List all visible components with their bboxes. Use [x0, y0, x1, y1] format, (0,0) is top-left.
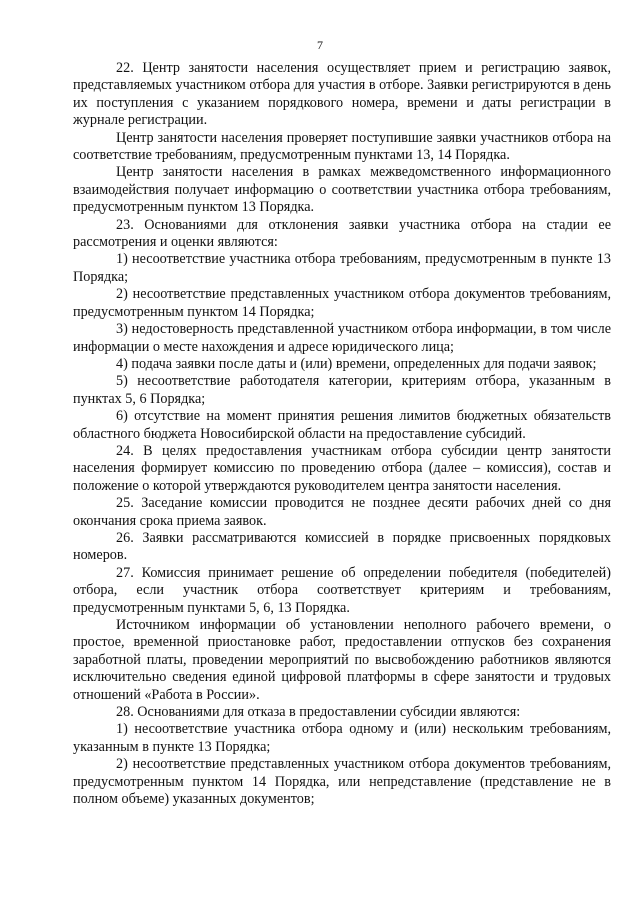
list-item-23-2: 2) несоответствие представленных участником отбора документов требованиям, предусмотренным пунктом 14 Порядка; [73, 286, 611, 320]
document-body [73, 60, 611, 808]
paragraph-23-rejection-grounds: 23. Основаниями для отклонения заявки участника отбора на стадии ее рассмотрения и оценки являются: [73, 216, 611, 251]
paragraph-check-requirements: Центр занятости населения проверяет поступившие заявки участников отбора на соответствие требованиям, предусмотренным пунктами 13, 14 Порядка. [73, 129, 611, 164]
paragraph-27-decision: 27. Комиссия принимает решение об определении победителя (победителей) отбора, если участник отбора соответствует критериям и требованиям, предусмотренным пунктами 5, 6, 13 Порядка. [73, 564, 611, 616]
page-number: 7 [317, 38, 323, 52]
paragraph-22-intake: 22. Центр занятости населения осуществляет прием и регистрацию заявок, представляемых участником отбора для участия в отборе. Заявки регистрируются в день их поступления с указанием порядкового номера, времени и даты регистрации в журнале регистрации. [73, 60, 611, 129]
list-item-28-1: 1) несоответствие участника отбора одному и (или) нескольким требованиям, указанным в пункте 13 Порядка; [73, 721, 611, 755]
paragraph-interagency-info: Центр занятости населения в рамках межведомственного информационного взаимодействия получает информацию о соответствии участника отбора требованиям, предусмотренным пунктом 13 Порядка. [73, 164, 611, 216]
list-item-28-2: 2) несоответствие представленных участником отбора документов требованиям, предусмотренным пунктом 14 Порядка, или непредставление (представление не в полном объеме) указанных документов; [73, 756, 611, 808]
paragraph-24-commission: 24. В целях предоставления участникам отбора субсидии центр занятости населения формирует комиссию по проведению отбора (далее – комиссия), состав и положение о которой утверждаются руководителем центра занятости населения. [73, 442, 611, 494]
list-item-23-5: 5) несоответствие работодателя категории, критериям отбора, указанным в пунктах 5, 6 Порядка; [73, 373, 611, 407]
paragraph-28-refusal-grounds: 28. Основаниями для отказа в предоставлении субсидии являются: [116, 704, 521, 721]
list-item-23-6: 6) отсутствие на момент принятия решения лимитов бюджетных обязательств областного бюджета Новосибирской области на предоставление субсидий. [73, 408, 611, 442]
paragraph-25-meeting: 25. Заседание комиссии проводится не позднее десяти рабочих дней со дня окончания срока приема заявок. [73, 495, 611, 529]
paragraph-26-review-order: 26. Заявки рассматриваются комиссией в порядке присвоенных порядковых номеров. [73, 529, 611, 564]
paragraph-info-source: Источником информации об установлении неполного рабочего времени, о простое, временной приостановке работ, предоставлении отпусков без сохранения заработной платы, проведении мероприятий по высвобождению работников являются исключительно сведения единой цифровой платформы в сфере занятости и трудовых отношений «Работа в России». [73, 617, 611, 703]
list-item-23-3: 3) недостоверность представленной участником отбора информации, в том числе информации о месте нахождения и адресе юридического лица; [73, 321, 611, 355]
list-item-23-4: 4) подача заявки после даты и (или) времени, определенных для подачи заявок; [116, 355, 597, 372]
list-item-23-1: 1) несоответствие участника отбора требованиям, предусмотренным в пункте 13 Порядка; [73, 251, 611, 285]
